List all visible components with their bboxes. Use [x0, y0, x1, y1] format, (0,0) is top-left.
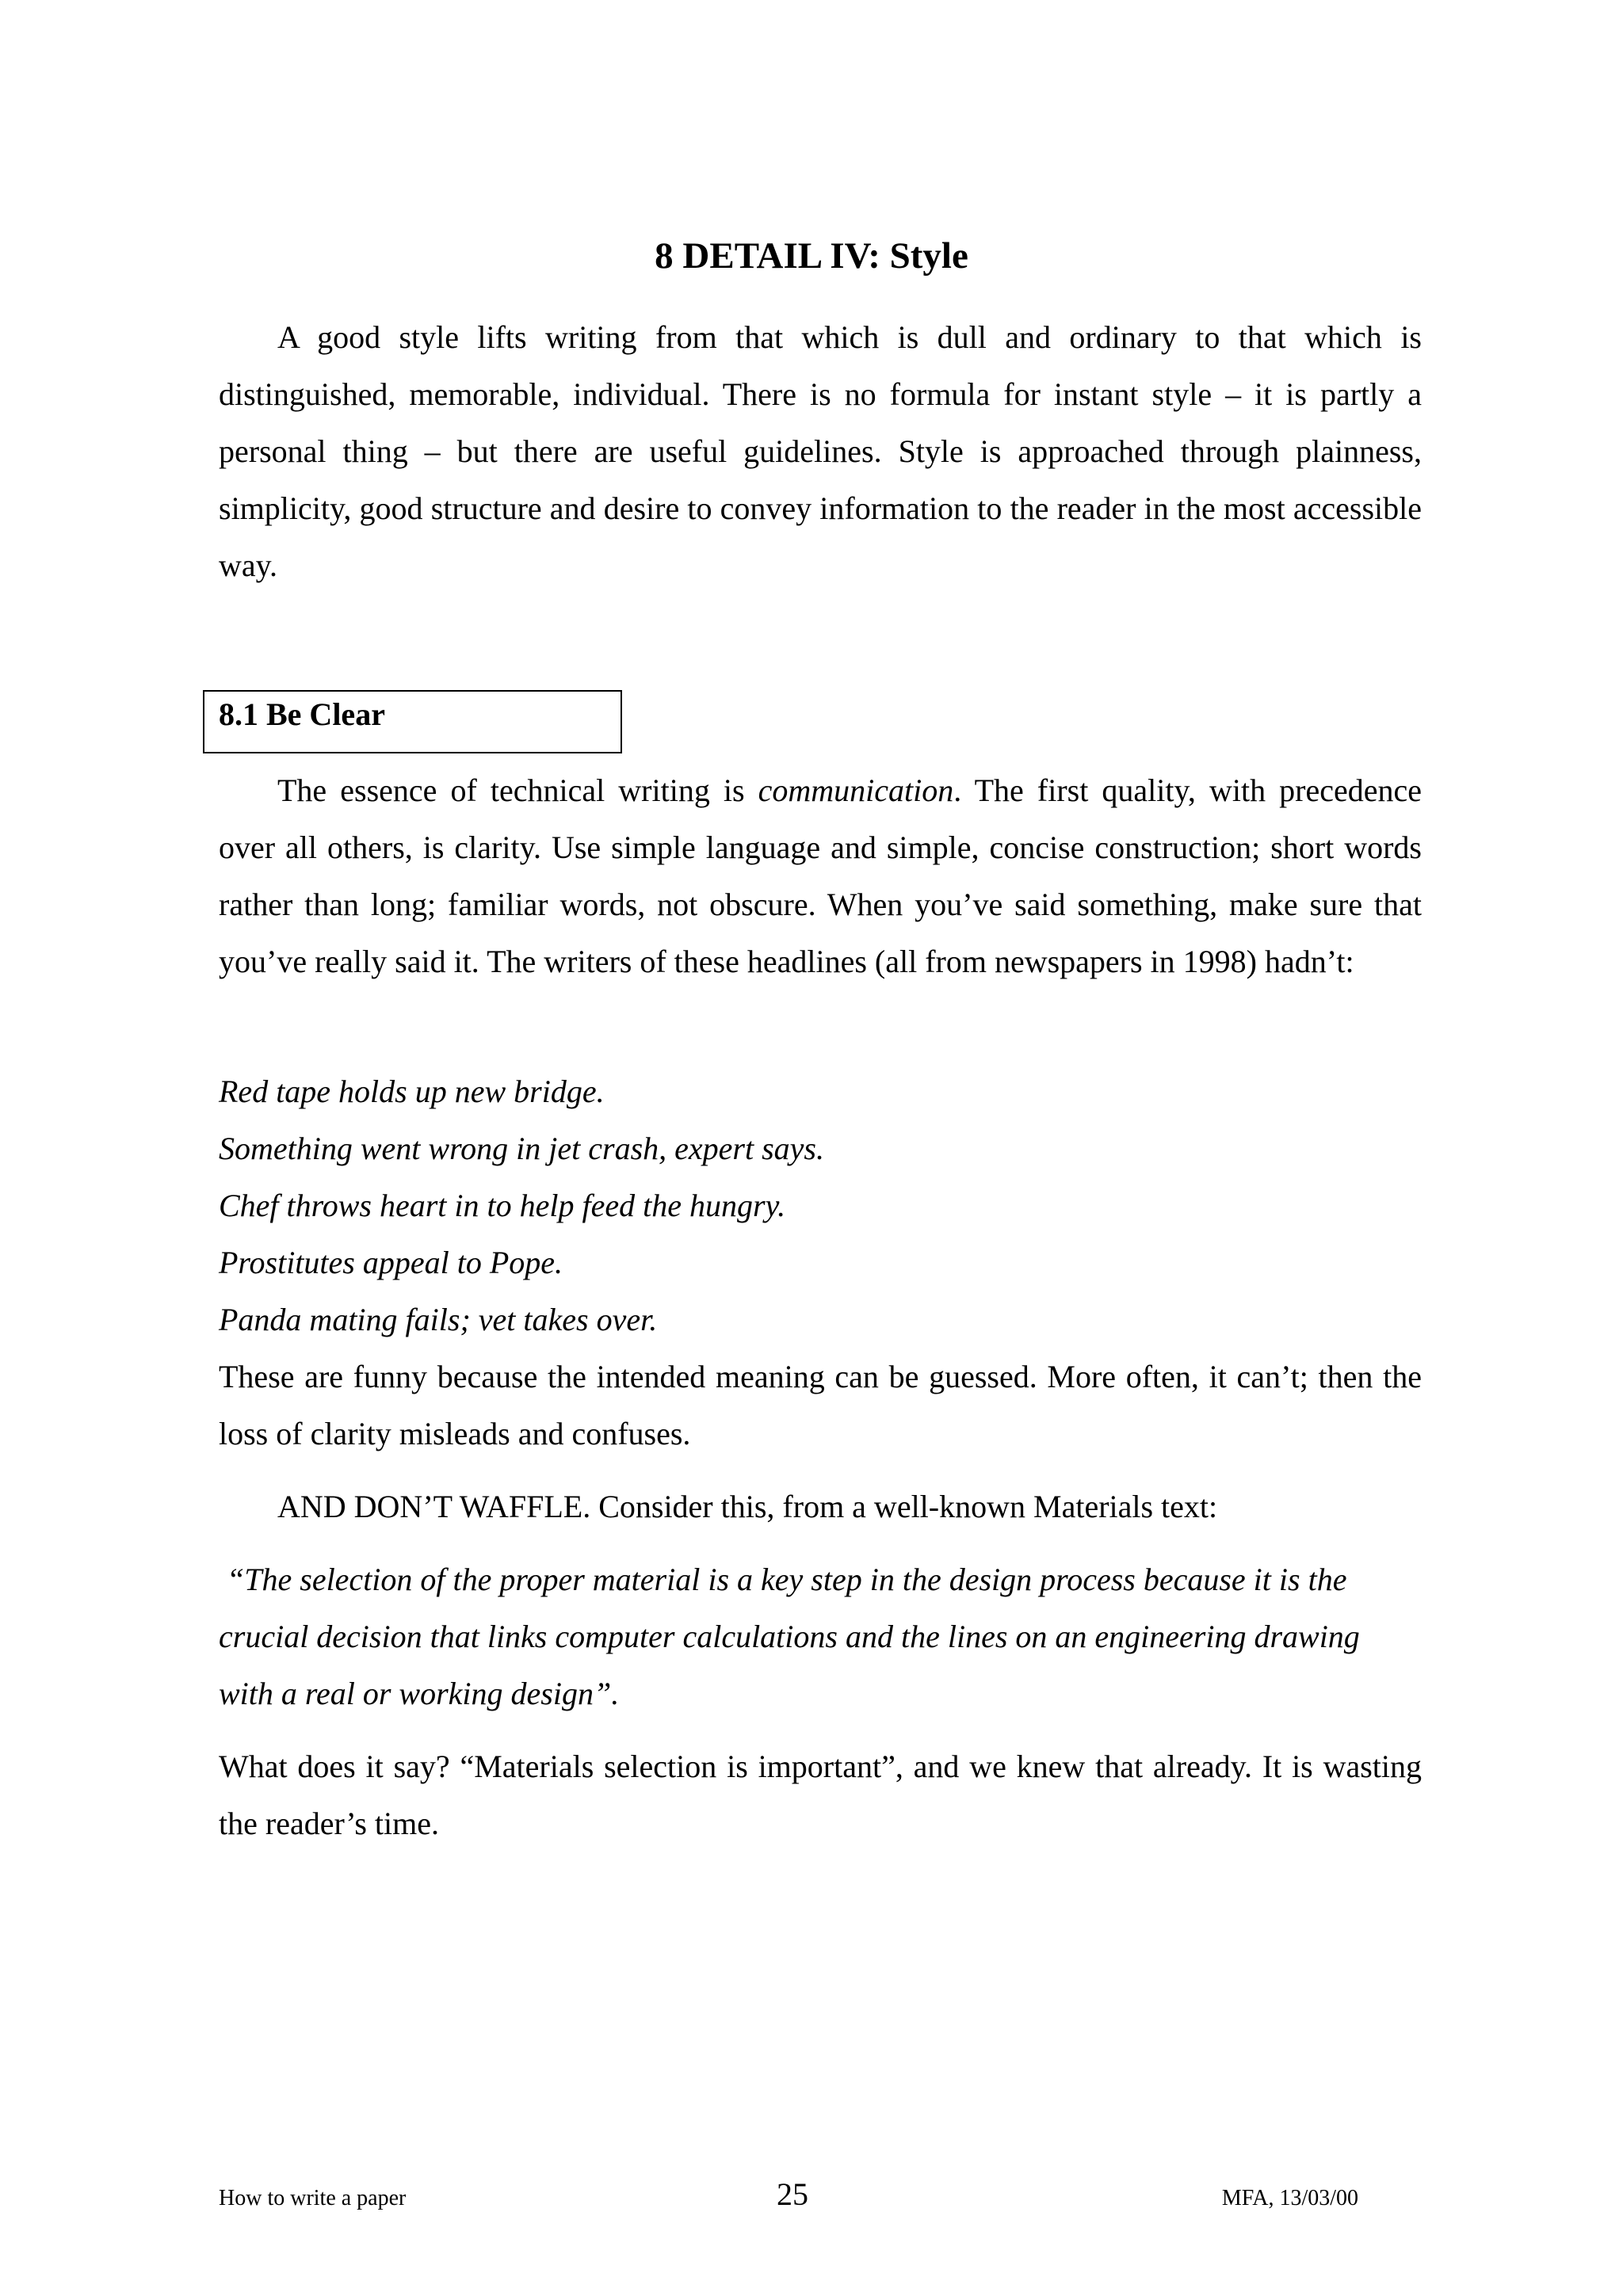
headline-example: Panda mating fails; vet takes over. [219, 1302, 658, 1337]
waffle-paragraph: AND DON’T WAFFLE. Consider this, from a well-known Materials text: [277, 1489, 1218, 1524]
clarity-text-start: The essence of technical writing is [277, 772, 758, 808]
emphasis-communication: communication [758, 772, 954, 808]
clarity-paragraph [219, 762, 1422, 990]
headline-example: Chef throws heart in to help feed the hungry. [219, 1188, 786, 1223]
footer-author-date: MFA, 13/03/00 [1221, 2186, 1358, 2210]
headline-example: Red tape holds up new bridge. [219, 1074, 605, 1109]
section-heading: 8.1 Be Clear [219, 696, 385, 732]
headline-example: Prostitutes appeal to Pope. [219, 1245, 563, 1280]
page-number: 25 [777, 2176, 808, 2212]
intro-paragraph: A good style lifts writing from that which is dull and ordinary to that which is distinguished, memorable, individual. There is no formula for instant style – it is partly a personal thing – but there are useful guidelines. Style is approached through plainness, simplicity, good structure and desire to convey information to the reader in the most accessible way. [219, 319, 1422, 583]
chapter-heading: 8 DETAIL IV: Style [655, 235, 968, 277]
headline-example: Something went wrong in jet crash, expert says. [219, 1131, 824, 1166]
clarity-text-end: . The first quality, with precedence over all others, is clarity. Use simple language and simple, concise construction; short words rather than long; familiar words, not obscure. When you’ve said something, make sure that you’ve really said it. The writers of these headlines (all from newspapers in 1998) hadn’t: [219, 772, 1422, 979]
conclusion-paragraph: What does it say? “Materials selection is important”, and we knew that already. It is wasting the reader’s time. [219, 1749, 1422, 1841]
materials-quote: “The selection of the proper material is a key step in the design process because it is the crucial decision that links computer calculations and the lines on an engineering drawing with a real or working design”. [219, 1562, 1360, 1711]
footer-document-title: How to write a paper [219, 2186, 407, 2210]
funny-headlines-paragraph: These are funny because the intended meaning can be guessed. More often, it can’t; then the loss of clarity misleads and confuses. [219, 1359, 1422, 1451]
